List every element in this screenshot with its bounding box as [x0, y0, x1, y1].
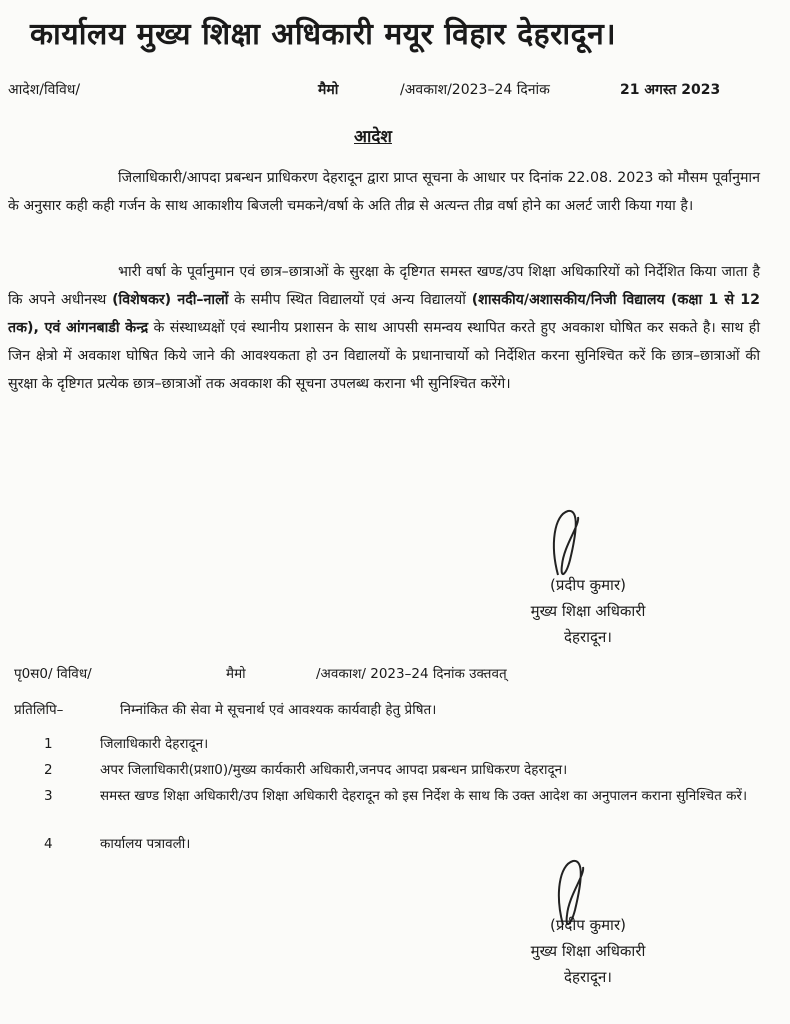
signatory-name-1: (प्रदीप कुमार) [550, 576, 626, 594]
ref-right: /अवकाश/2023–24 दिनांक [400, 82, 550, 98]
signatory-designation-2: मुख्य शिक्षा अधिकारी [530, 942, 646, 960]
copy-item-text: जिलाधिकारी देहरादून। [100, 736, 209, 752]
signatory-place-1: देहरादून। [564, 628, 612, 646]
para2-bold-schools: (शासकीय/अशासकीय/निजी विद्यालय (कक्षा 1 से 12 तक), एवं आंगनबाडी केन्द्र [8, 292, 760, 336]
ref-memo: मैमो [318, 82, 339, 98]
copy-item-num: 2 [44, 762, 53, 778]
signature-block-2 [488, 912, 688, 990]
order-paragraph-2 [8, 258, 760, 398]
signature-block-1 [488, 572, 688, 650]
para2-bold-rivers: (विशेषकर) नदी–नालों [112, 292, 229, 308]
copy-label: प्रतिलिपि– [14, 702, 64, 718]
copy-item-num: 1 [44, 736, 53, 752]
signatory-designation-1: मुख्य शिक्षा अधिकारी [530, 602, 646, 620]
ref-date: 21 अगस्त 2023 [620, 82, 721, 98]
para2-text-e: के संस्थाध्यक्षों एवं स्थानीय प्रशासन के साथ आपसी समन्वय स्थापित करते हुए अवकाश घोषित कर सकते है। साथ ही जिन क्षेत्रो में अवकाश घोषित किये जाने की आवश्यकता हो उन विद्यालयों के प्रधानाचार्यो को निर्देशित करना सुनिश्चित करें कि छात्र–छात्राओं की सुरक्षा के दृष्टिगत प्रत्येक छात्र–छात्राओं तक अवकाश की सूचना उपलब्ध कराना भी सुनिश्चित करेंगे। [8, 320, 760, 392]
copy-item-num: 3 [44, 788, 53, 804]
para2-text-a: भारी वर्षा के पूर्वानुमान एवं छात्र–छात्राओं के सुरक्षा के दृष्टिगत समस्त खण्ड/उप शिक्षा अधिकारियों को निर्देशित किया जाता है कि अपने अधीनस्थ [8, 264, 760, 308]
office-title: कार्यालय मुख्य शिक्षा अधिकारी मयूर विहार देहरादून। [30, 17, 617, 52]
copy-intro: निम्नांकित की सेवा मे सूचनार्थ एवं आवश्यक कार्यवाही हेतु प्रेषित। [120, 702, 437, 718]
ref-left: आदेश/विविध/ [8, 82, 81, 98]
ref2-memo: मैमो [226, 666, 246, 682]
ref2-left: पृ0स0/ विविध/ [14, 666, 92, 682]
order-heading: आदेश [354, 127, 392, 147]
ref2-right: /अवकाश/ 2023–24 दिनांक उक्तवत् [316, 666, 507, 682]
copy-item-text: समस्त खण्ड शिक्षा अधिकारी/उप शिक्षा अधिकारी देहरादून को इस निर्देश के साथ कि उक्त आदेश का अनुपालन कराना सुनिश्चित करें। [100, 788, 748, 804]
copy-item-num: 4 [44, 836, 53, 852]
copy-item-text: कार्यालय पत्रावली। [100, 836, 191, 852]
signatory-name-2: (प्रदीप कुमार) [550, 916, 626, 934]
signatory-place-2: देहरादून। [564, 968, 612, 986]
order-paragraph-1: जिलाधिकारी/आपदा प्रबन्धन प्राधिकरण देहरादून द्वारा प्राप्त सूचना के आधार पर दिनांक 22.08. 2023 को मौसम पूर्वानुमान के अनुसार कही कही गर्जन के साथ आकाशीय बिजली चमकने/वर्षा के अति तीव्र से अत्यन्त तीव्र वर्षा होने का अलर्ट जारी किया गया है। [8, 170, 760, 214]
para2-text-c: के समीप स्थित विद्यालयों एवं अन्य विद्यालयों [228, 292, 472, 308]
copy-item-text: अपर जिलाधिकारी(प्रशा0)/मुख्य कार्यकारी अधिकारी,जनपद आपदा प्रबन्धन प्राधिकरण देहरादून। [100, 762, 568, 778]
